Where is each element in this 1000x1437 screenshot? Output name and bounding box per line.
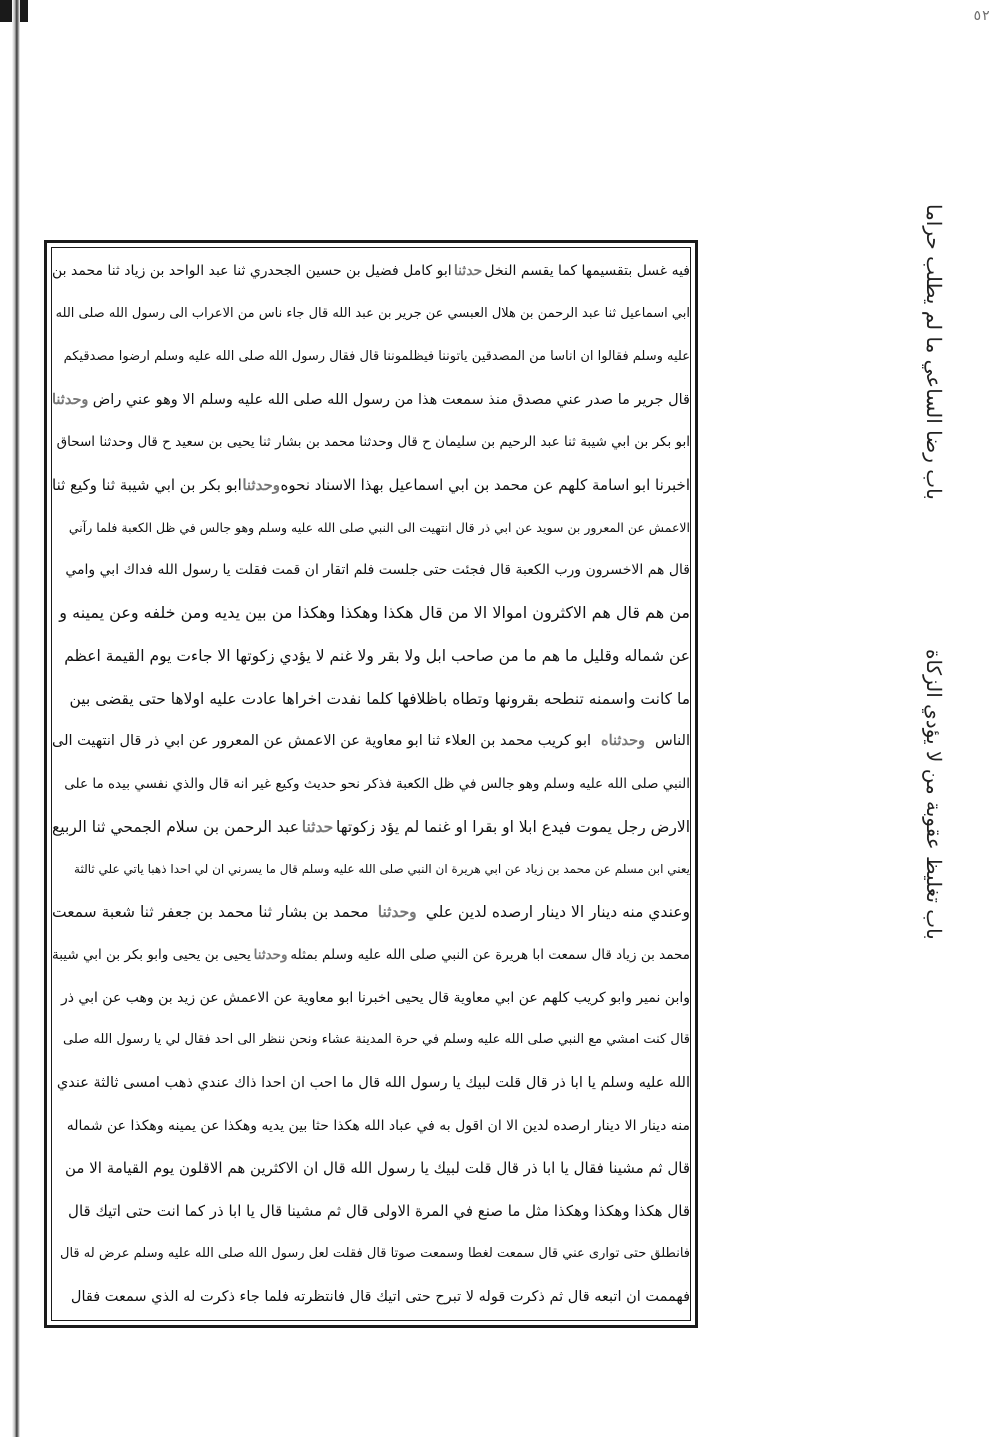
- text-line: [52, 1147, 690, 1190]
- text-segment: الارض رجل يموت فيدع ابلا او بقرا او غنما لم يؤد زكوتها: [336, 817, 690, 836]
- text-line: [52, 421, 690, 464]
- text-segment: منه دينار الا دينار ارصده لدين الا ان اقول به في عباد الله هكذا حثا بين يديه وهكذا عن يمينه وهكذا عن شماله: [66, 1117, 690, 1134]
- rubric-word: وحدثناه: [601, 732, 646, 750]
- text-line: [52, 1233, 690, 1276]
- text-line: [52, 293, 690, 336]
- text-line: [52, 1275, 690, 1318]
- text-segment: اخبرنا ابو اسامة كلهم عن محمد بن ابي اسماعيل بهذا الاسناد نحوه: [280, 475, 690, 494]
- text-line: [52, 464, 690, 507]
- text-segment: قال جرير ما صدر عني مصدق منذ سمعت هذا من رسول الله صلى الله عليه وسلم الا وهو عني راض: [92, 391, 690, 408]
- margin-heading-chapter-1: باب رضا الساعي ما لم يطلب حراما: [922, 204, 946, 500]
- text-line: [52, 634, 690, 677]
- text-segment: فانطلق حتى توارى عني قال سمعت لغطا وسمعت صوتا قال فقلت لعل رسول الله صلى الله عليه وسلم عرض له قال: [60, 1245, 690, 1261]
- text-segment: ابو بكر بن ابي شيبة ثنا وكيع ثنا: [52, 475, 242, 494]
- text-segment: قال هكذا وهكذا وهكذا مثل ما صنع في المرة الاولى قال ثم مشينا قال يا ابا ذر كما انت حتى اتيك قال: [68, 1202, 690, 1221]
- text-segment: عليه وسلم فقالوا ان اناسا من المصدقين ياتوننا فيظلموننا قال فقال رسول الله صلى الله عليه وسلم ارضوا مصدقيكم: [63, 348, 690, 364]
- text-segment: فهممت ان اتبعه قال ثم ذكرت قوله لا تبرح حتى اتيك قال فانتظرته فلما جاء ذكرت له الذي سمعت فقال: [70, 1288, 690, 1305]
- text-line: [52, 592, 690, 635]
- text-segment: وابن نمير وابو كريب كلهم عن ابي معاوية قال يحيى اخبرنا ابو معاوية عن الاعمش عن زيد بن وهب عن ابي ذر: [60, 989, 690, 1006]
- text-segment: فيه غسل بتقسيمها كما يقسم النخل: [484, 263, 690, 280]
- text-segment: ابي اسماعيل ثنا عبد الرحمن بن هلال العبسي عن جرير بن عبد الله قال جاء ناس من الاعراب الى رسول الله صلى الله: [55, 306, 690, 322]
- text-segment: قال كنت امشي مع النبي صلى الله عليه وسلم في حرة المدينة عشاء ونحن ننظر الى احد فقال لي يا رسول الله صلى: [63, 1032, 690, 1048]
- rubric-word: وحدثنا: [242, 475, 280, 494]
- text-segment: النبي صلى الله عليه وسلم وهو جالس في ظل الكعبة فذكر نحو حديث وكيع غير انه قال والذي نفسي بيده ما على: [64, 775, 690, 792]
- text-line: [52, 1190, 690, 1233]
- text-segment: ابو كامل فضيل بن حسين الجحدري ثنا عبد الواحد بن زياد ثنا محمد بن: [52, 263, 452, 280]
- page-number: ٥٢: [973, 8, 990, 24]
- text-segment: الله عليه وسلم يا ابا ذر قال قلت لبيك يا رسول الله قال ما احب ان احدا ذاك عندي ذهب امسى ثالثة عندي: [56, 1075, 690, 1092]
- margin-heading-chapter-2: باب تغليظ عقوبة من لا يؤدي الزكاة: [922, 649, 946, 940]
- text-line: [52, 891, 690, 934]
- text-line: [52, 677, 690, 720]
- text-segment: ما كانت واسمنه تنطحه بقرونها وتطاه باظلافها كلما نفدت اخراها عادت عليه اولاها حتى يقضى بين: [69, 689, 690, 708]
- rubric-word: وحدثنا: [52, 390, 89, 408]
- page-fold: [12, 0, 20, 1437]
- text-line: [52, 335, 690, 378]
- rubric-word: وحدثنا: [253, 946, 288, 963]
- text-segment: ابو بكر بن ابي شيبة ثنا عبد الرحيم بن سليمان ح قال وحدثنا محمد بن بشار ثنا يحيى بن سعيد ح قال وحدثنا اسحاق: [56, 434, 690, 451]
- text-segment: الاعمش عن المعرور بن سويد عن ابي ذر قال انتهيت الى النبي صلى الله عليه وسلم وهو جالس في ظل الكعبة فلما رآني: [68, 519, 690, 535]
- text-segment: من هم قال هم الاكثرون اموالا الا من قال هكذا وهكذا وهكذا من بين يديه ومن خلفه وعن يمينه و: [59, 603, 690, 623]
- text-segment: الناس: [655, 733, 690, 750]
- text-line: [52, 549, 690, 592]
- manuscript-text: [52, 250, 690, 1318]
- text-line: [52, 1062, 690, 1105]
- text-line: [52, 378, 690, 421]
- text-line: [52, 763, 690, 806]
- text-segment: يعني ابن مسلم عن محمد بن زياد عن ابي هريرة ان النبي صلى الله عليه وسلم قال ما يسرني ان لي احدا ذهبا ياتي علي ثالثة: [74, 862, 690, 877]
- text-segment: محمد بن زياد قال سمعت ابا هريرة عن النبي صلى الله عليه وسلم بمثله: [290, 946, 690, 963]
- rubric-word: وحدثنا: [377, 902, 417, 922]
- text-segment: وعندي منه دينار الا دينار ارصده لدين علي: [425, 903, 690, 922]
- text-segment: عبد الرحمن بن سلام الجمحي ثنا الربيع: [52, 817, 299, 836]
- text-line: [52, 1104, 690, 1147]
- text-line: [52, 976, 690, 1019]
- text-segment: قال ثم مشينا فقال يا ابا ذر قال قلت لبيك يا رسول الله قال ان الاكثرين هم الاقلون يوم القيامة الا من: [65, 1159, 690, 1178]
- text-segment: قال هم الاخسرون ورب الكعبة قال فجئت حتى جلست فلم اتقار ان قمت فقلت يا رسول الله فداك ابي وامي: [65, 562, 690, 579]
- text-line: [52, 720, 690, 763]
- text-segment: يحيى بن يحيى وابو بكر بن ابي شيبة: [52, 946, 251, 963]
- text-line: [52, 250, 690, 293]
- rubric-word: حدثنا: [453, 263, 483, 280]
- text-line: [52, 506, 690, 549]
- text-segment: محمد بن بشار ثنا محمد بن جعفر ثنا شعبة سمعت: [52, 903, 369, 922]
- text-segment: ابو كريب محمد بن العلاء ثنا ابو معاوية عن الاعمش عن المعرور عن ابي ذر قال انتهيت الى: [52, 733, 592, 750]
- text-line: [52, 848, 690, 891]
- rubric-word: حدثنا: [301, 816, 334, 836]
- text-segment: عن شماله وقليل ما هم ما من صاحب ابل ولا بقر ولا غنم لا يؤدي زكوتها الا جاءت يوم القيمة اعظم: [64, 646, 690, 665]
- text-line: [52, 805, 690, 848]
- text-line: [52, 1019, 690, 1062]
- text-line: [52, 934, 690, 977]
